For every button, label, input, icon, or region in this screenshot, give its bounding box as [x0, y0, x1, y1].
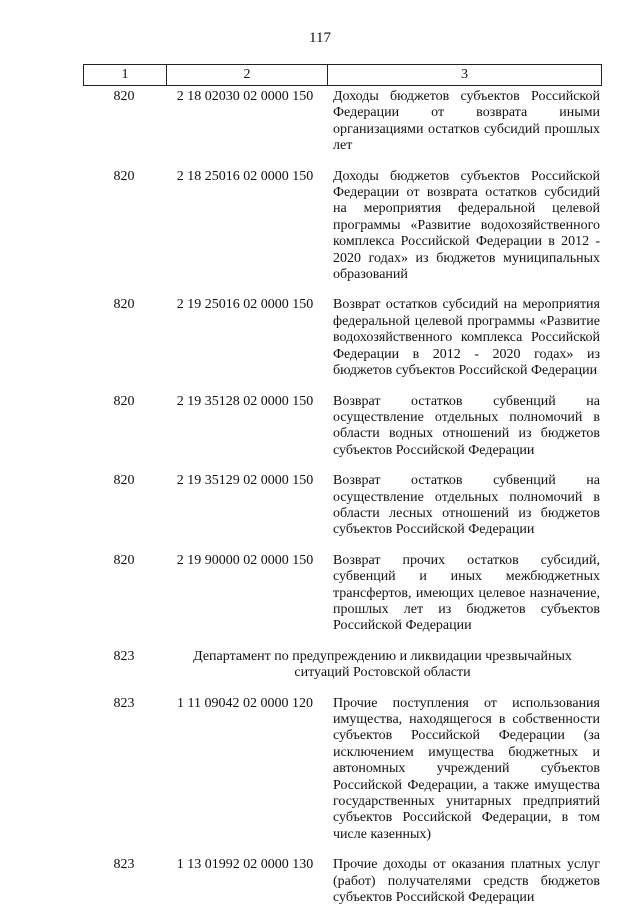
table-row — [83, 553, 602, 635]
admin-code: 823 — [113, 648, 135, 664]
table-row — [83, 857, 602, 906]
header-col-2: 2 — [167, 65, 328, 85]
admin-code: 820 — [113, 552, 135, 568]
admin-code: 823 — [113, 857, 135, 873]
income-code: 2 19 90000 02 0000 150 — [176, 552, 314, 568]
admin-code: 823 — [113, 695, 135, 711]
table-row — [83, 473, 602, 539]
income-code: 1 13 01992 02 0000 130 — [176, 857, 314, 873]
table-body — [83, 89, 602, 920]
admin-code: 820 — [113, 393, 135, 409]
table-row — [83, 297, 602, 379]
income-description: Возврат прочих остатков субсидий, субвенций и иных межбюджетных трансфертов, имеющих целевое назначение, прошлых лет из бюджетов субъектов Российской Федерации — [333, 552, 600, 634]
income-code: 2 19 25016 02 0000 150 — [176, 297, 314, 313]
header-col-3: 3 — [461, 67, 468, 82]
table-row — [83, 696, 602, 844]
admin-code: 820 — [113, 473, 135, 489]
header-col-1: 1 — [84, 65, 167, 85]
income-description: Прочие поступления от использования имущества, находящегося в собственности субъектов Российской Федерации (за исключением имущества бюджетных и автономных учреждений субъектов Российской Федерации, а также имущества государственных унитарных предприятий субъектов Российской Федерации, в том числе казенных) — [333, 695, 600, 842]
admin-code: 820 — [113, 168, 135, 184]
department-row — [83, 649, 602, 682]
income-description: Возврат остатков субвенций на осуществление отдельных полномочий в области водных отношений из бюджетов субъектов Российской Федерации — [333, 393, 600, 458]
admin-code: 820 — [113, 297, 135, 313]
income-description: Возврат остатков субвенций на осуществление отдельных полномочий в области лесных отношений из бюджетов субъектов Российской Федерации — [333, 473, 600, 538]
department-name: Департамент по предупреждению и ликвидации чрезвычайных ситуаций Ростовской области — [193, 648, 572, 681]
income-code: 2 18 02030 02 0000 150 — [176, 89, 314, 104]
income-description: Доходы бюджетов субъектов Российской Федерации от возврата иными организациями остатков субсидий прошлых лет — [333, 89, 600, 154]
table-row — [83, 169, 602, 284]
income-description: Доходы бюджетов субъектов Российской Федерации от возврата остатков субсидий на мероприятия федеральной целевой программы «Развитие водохозяйственного комплекса Российской Федерации в 2012 - 2020 годах» из бюджетов муниципальных образований — [333, 168, 600, 283]
income-description: Прочие доходы от оказания платных услуг (работ) получателями средств бюджетов субъектов Российской Федерации — [333, 857, 600, 906]
income-code: 1 11 09042 02 0000 120 — [177, 695, 313, 711]
income-code: 2 19 35128 02 0000 150 — [176, 393, 314, 409]
page-number: 117 — [309, 30, 331, 46]
admin-code: 820 — [113, 89, 135, 104]
income-description: Возврат остатков субсидий на мероприятия федеральной целевой программы «Развитие водохозяйственного комплекса Российской Федерации в 2012 - 2020 годах» из бюджетов субъектов Российской Федерации — [333, 297, 600, 379]
table-row — [83, 89, 602, 155]
income-code: 2 19 35129 02 0000 150 — [176, 473, 314, 489]
table-header — [83, 64, 602, 86]
table-row — [83, 394, 602, 460]
income-code: 2 18 25016 02 0000 150 — [176, 168, 314, 184]
